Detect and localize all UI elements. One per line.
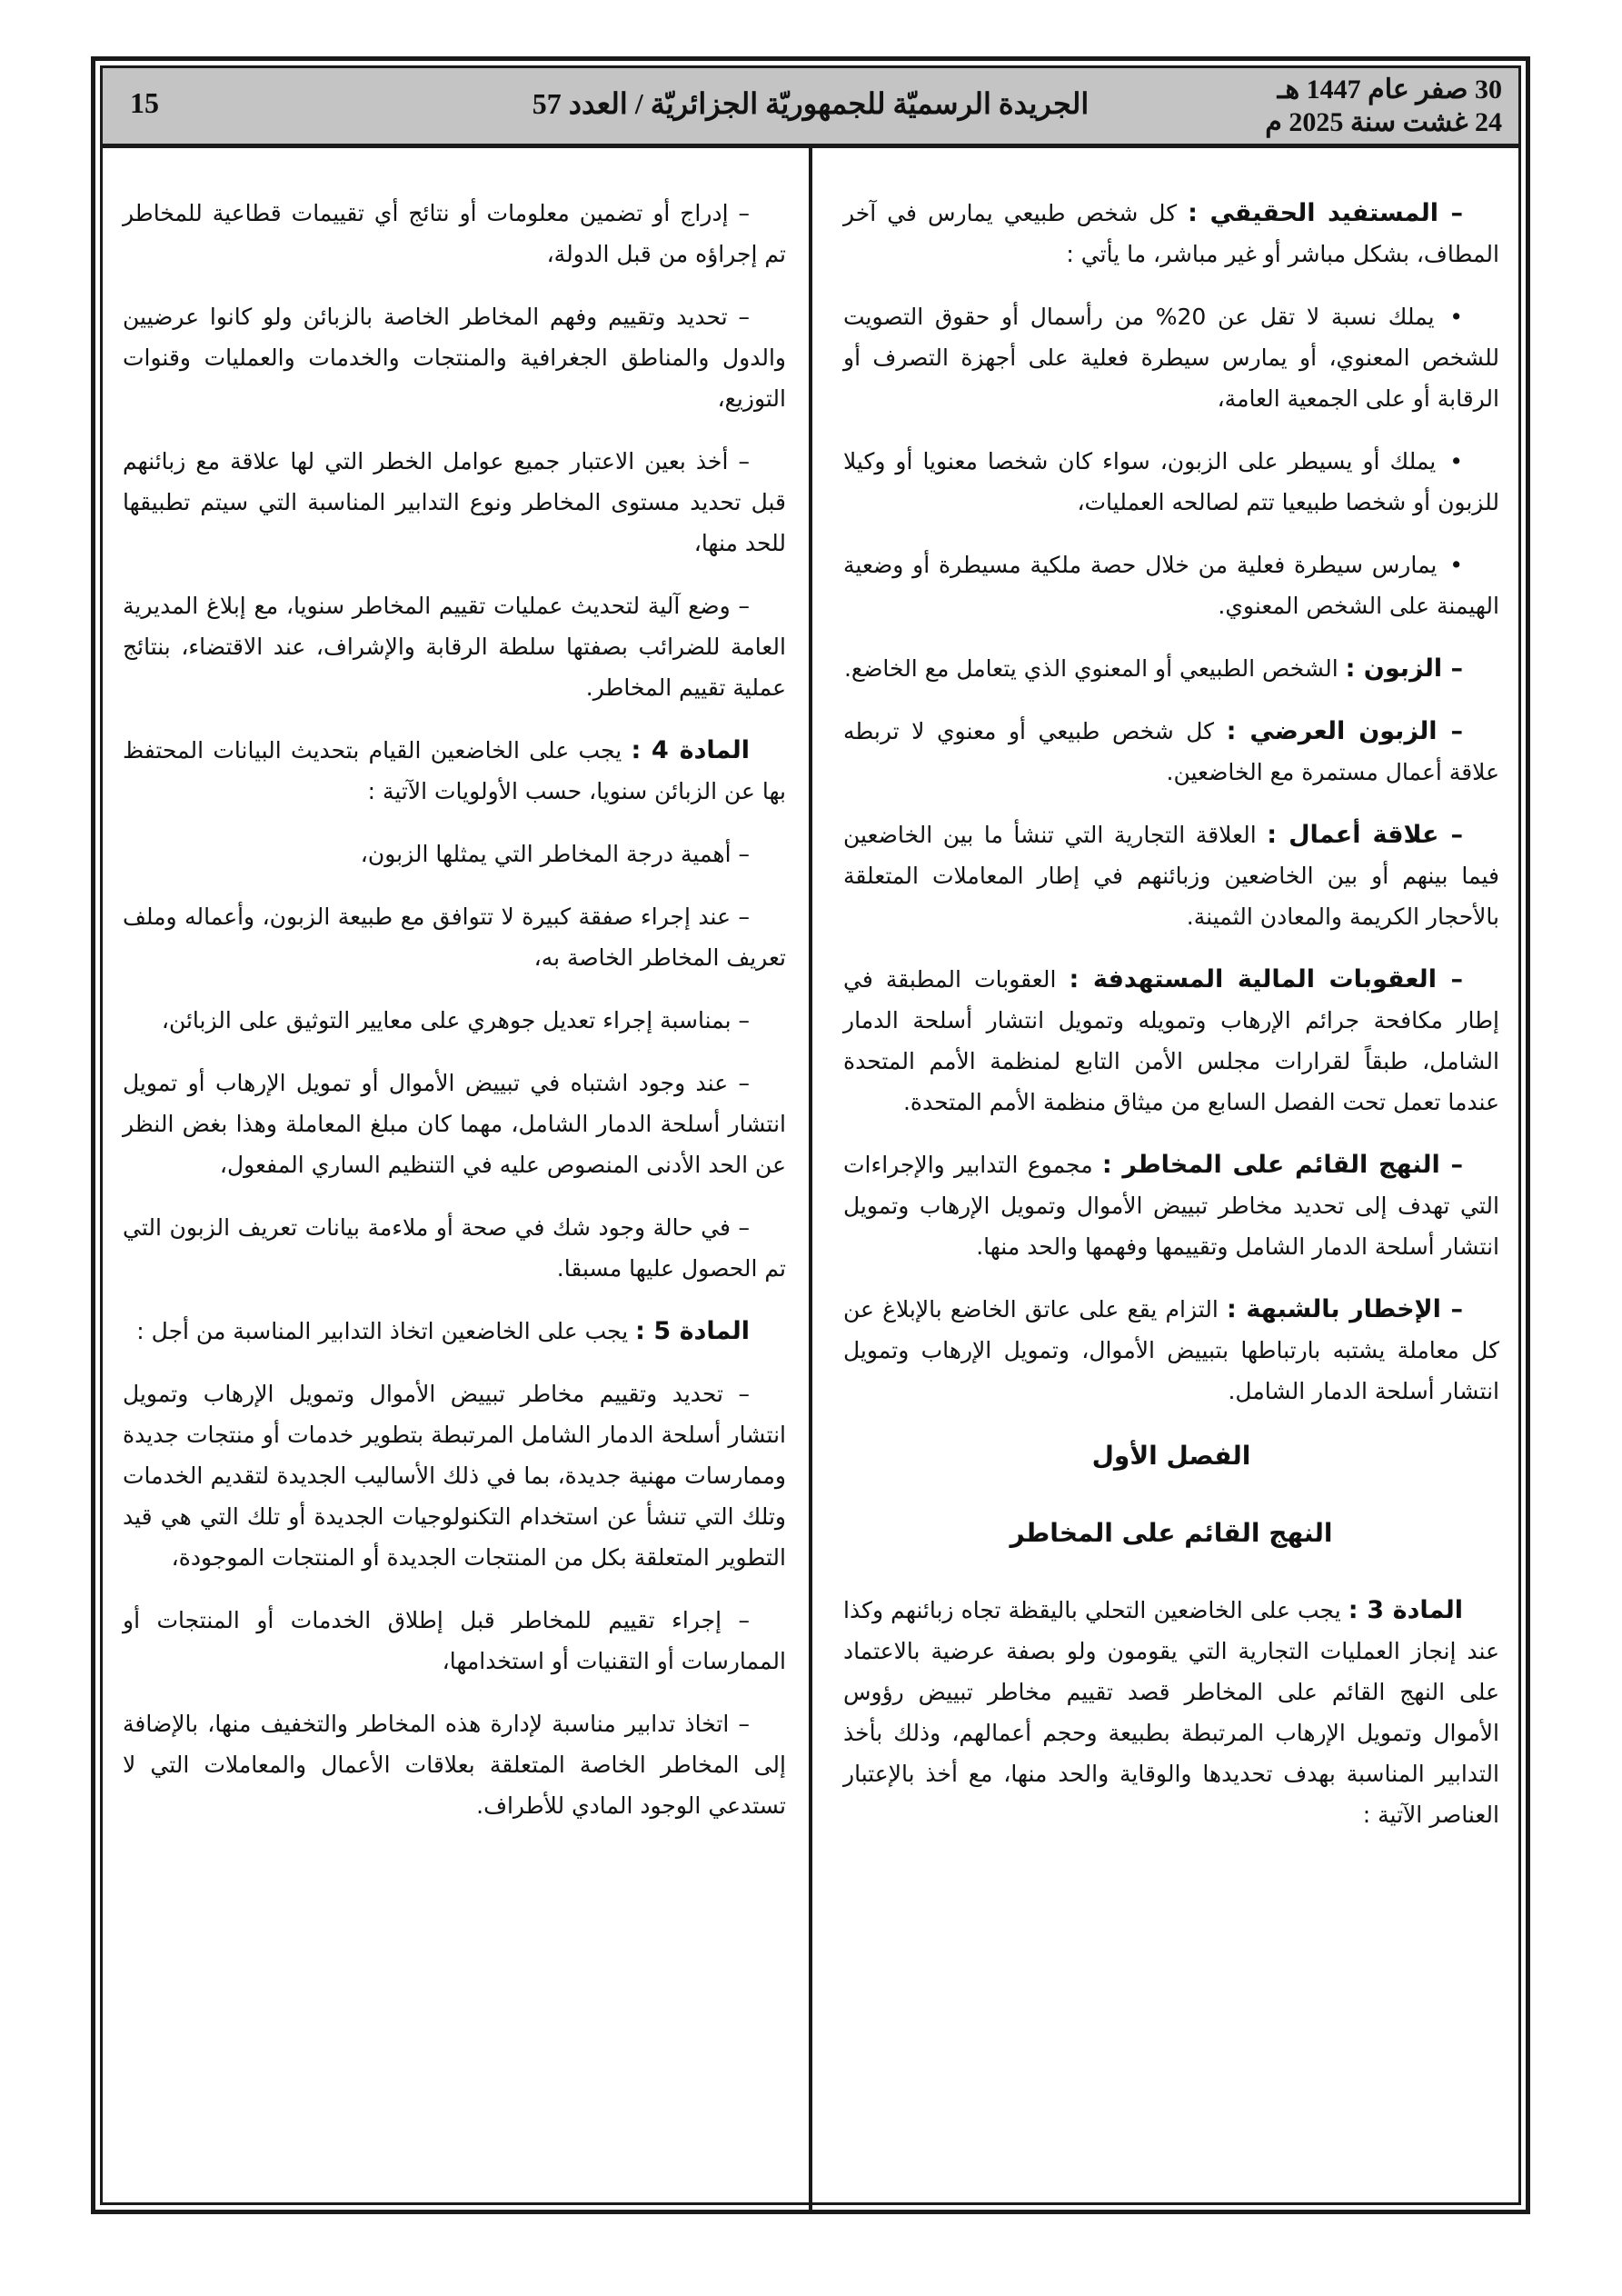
paragraph-text: الشخص الطبيعي أو المعنوي الذي يتعامل مع الخاضع. — [843, 655, 1346, 682]
paragraph-text: – إدراج أو تضمين معلومات أو نتائج أي تقييمات قطاعية للمخاطر تم إجراؤه من قبل الدولة، — [123, 200, 786, 267]
term-label: – علاقة أعمال : — [1267, 821, 1463, 849]
paragraph-text: العقوبات المطبقة في إطار مكافحة جرائم الإرهاب وتمويله وتمويل انتشار أسلحة الدمار الشامل، طبقاً لقرارات مجلس الأمن التابع لمنظمة الأمم المتحدة عندما تعمل تحت الفصل السابع من ميثاق منظمة الأمم المتحدة. — [843, 966, 1499, 1115]
bullet-icon: • — [1449, 304, 1464, 330]
definition-paragraph — [123, 1311, 786, 1352]
definition-paragraph — [843, 959, 1499, 1123]
list-item — [123, 441, 786, 564]
gazette-title: الجريدة الرسميّة للجمهوريّة الجزائريّة / العدد 57 — [532, 87, 1090, 120]
term-label: – الزبون العرضي : — [1226, 717, 1464, 745]
list-item — [123, 1703, 786, 1826]
paragraph-text: – تحديد وتقييم مخاطر تبييض الأموال وتمويل الإرهاب وتمويل انتشار أسلحة الدمار الشامل المرتبطة بتطوير خدمات أو منتجات جديدة وممارسات مهنية جديدة، بما في ذلك الأساليب الجديدة لتقديم الخدمات وتلك التي تنشأ عن استخدام التكنولوجيات الجديدة أو تلك التي هي قيد التطوير المتعلقة بكل من المنتجات الجديدة أو المنتجات الموجودة، — [123, 1381, 786, 1571]
page-header — [103, 68, 1518, 148]
left-column — [123, 193, 786, 1848]
term-label: – النهج القائم على المخاطر : — [1101, 1151, 1463, 1179]
list-item — [123, 193, 786, 275]
paragraph-text: يجب على الخاضعين القيام بتحديث البيانات المحتفظ بها عن الزبائن سنويا، حسب الأولويات الآتية : — [123, 737, 786, 804]
term-label: المادة 4 : — [631, 736, 751, 764]
bullet-item — [843, 544, 1499, 626]
paragraph-text: التزام يقع على عاتق الخاضع بالإبلاغ عن كل معاملة يشتبه بارتباطها بتبييض الأموال، وتمويل الإرهاب وتمويل انتشار أسلحة الدمار الشامل. — [843, 1296, 1499, 1404]
paragraph-text: يملك أو يسيطر على الزبون، سواء كان شخصا معنويا أو وكيلا للزبون أو شخصا طبيعيا تتم لصالحه العمليات، — [843, 448, 1499, 515]
term-label: – العقوبات المالية المستهدفة : — [1069, 965, 1463, 993]
paragraph-text: – وضع آلية لتحديث عمليات تقييم المخاطر سنويا، مع إبلاغ المديرية العامة للضرائب بصفتها سلطة الرقابة والإشراف، عند الاقتضاء، بنتائج عملية تقييم المخاطر. — [123, 593, 786, 701]
paragraph-text: كل شخص طبيعي أو معنوي لا تربطه علاقة أعمال مستمرة مع الخاضعين. — [843, 718, 1499, 785]
term-label: – المستفيد الحقيقي : — [1188, 199, 1463, 227]
paragraph-text: – بمناسبة إجراء تعديل جوهري على معايير التوثيق على الزبائن، — [161, 1007, 750, 1033]
definition-paragraph — [843, 1289, 1499, 1412]
term-label: المادة 5 : — [635, 1317, 750, 1345]
bullet-icon: • — [1449, 552, 1463, 578]
right-column — [843, 193, 1499, 1857]
paragraph-text: يجب على الخاضعين اتخاذ التدابير المناسبة من أجل : — [136, 1318, 636, 1344]
bullet-icon: • — [1449, 448, 1463, 474]
list-item — [123, 1600, 786, 1682]
definition-paragraph — [843, 711, 1499, 793]
term-label: – الإخطار بالشبهة : — [1227, 1295, 1463, 1323]
list-item — [123, 1373, 786, 1578]
date-gregorian: 24 غشت سنة 2025 م — [1265, 107, 1502, 137]
list-item — [123, 834, 786, 874]
list-item — [123, 1063, 786, 1185]
paragraph-text: كل شخص طبيعي يمارس في آخر المطاف، بشكل مباشر أو غير مباشر، ما يأتي : — [843, 200, 1499, 267]
paragraph-text: – في حالة وجود شك في صحة أو ملاءمة بيانات تعريف الزبون التي تم الحصول عليها مسبقا. — [123, 1214, 786, 1282]
date-hijri: 30 صفر عام 1447 هـ — [1277, 75, 1502, 105]
definition-paragraph — [123, 730, 786, 812]
definition-paragraph — [843, 193, 1499, 275]
paragraph-text: مجموع التدابير والإجراءات التي تهدف إلى تحديد مخاطر تبييض الأموال وتمويل الإرهاب وتمويل انتشار أسلحة الدمار الشامل وتقييمها وفهمها والحد منها. — [843, 1152, 1499, 1260]
definition-paragraph — [843, 814, 1499, 937]
paragraph-text: يملك نسبة لا تقل عن 20% من رأسمال أو حقوق التصويت للشخص المعنوي، أو يمارس سيطرة فعلية على أجهزة التصرف أو الرقابة أو على الجمعية العامة، — [843, 304, 1499, 412]
bullet-item — [843, 441, 1499, 523]
term-label: المادة 3 : — [1348, 1596, 1464, 1624]
page-number: 15 — [130, 86, 159, 119]
column-divider — [809, 148, 812, 2210]
paragraph-text: – أخذ بعين الاعتبار جميع عوامل الخطر التي لها علاقة مع زبائنهم قبل تحديد مستوى المخاطر ونوع التدابير المناسبة التي سيتم تطبيقها للحد منها، — [123, 448, 786, 556]
paragraph-text: – عند إجراء صفقة كبيرة لا تتوافق مع طبيعة الزبون، وأعماله وملف تعريف المخاطر الخاصة به، — [123, 903, 786, 971]
paragraph-text: – أهمية درجة المخاطر التي يمثلها الزبون، — [360, 841, 750, 867]
definition-paragraph — [843, 648, 1499, 689]
section-heading: الفصل الأول — [1091, 1441, 1251, 1471]
list-item — [123, 585, 786, 708]
list-item — [123, 1000, 786, 1041]
definition-paragraph — [843, 1590, 1499, 1835]
bullet-item — [843, 296, 1499, 419]
paragraph-text: يمارس سيطرة فعلية من خلال حصة ملكية مسيطرة أو وضعية الهيمنة على الشخص المعنوي. — [843, 552, 1499, 619]
term-label: – الزبون : — [1345, 654, 1463, 683]
paragraph-text: – عند وجود اشتباه في تبييض الأموال أو تمويل الإرهاب أو تمويل انتشار أسلحة الدمار الشامل، مهما كان مبلغ المعاملة وهذا بغض النظر عن الحد الأدنى المنصوص عليه في التنظيم الساري المفعول، — [123, 1070, 786, 1178]
paragraph-text: – إجراء تقييم للمخاطر قبل إطلاق الخدمات أو المنتجات أو الممارسات أو التقنيات أو استخدامها، — [123, 1607, 786, 1674]
paragraph-text: العلاقة التجارية التي تنشأ ما بين الخاضعين فيما بينهم أو بين الخاضعين وزبائنهم في إطار المعاملات المتعلقة بالأحجار الكريمة والمعادن الثمينة. — [843, 822, 1499, 930]
paragraph-text: – تحديد وتقييم وفهم المخاطر الخاصة بالزبائن ولو كانوا عرضيين والدول والمناطق الجغرافية والمنتجات والخدمات والعمليات وقنوات التوزيع، — [123, 304, 786, 412]
paragraph-text: – اتخاذ تدابير مناسبة لإدارة هذه المخاطر والتخفيف منها، بالإضافة إلى المخاطر الخاصة المتعلقة بعلاقات الأعمال والمعاملات التي لا تستدعي الوجود المادي للأطراف. — [123, 1711, 786, 1819]
paragraph-text: يجب على الخاضعين التحلي باليقظة تجاه زبائنهم وكذا عند إنجاز العمليات التجارية التي يقومون ولو بصفة عرضية بالاعتماد على النهج القائم على المخاطر قصد تقييم مخاطر تبييض رؤوس الأموال وتمويل الإرهاب المرتبطة بطبيعة وحجم أعمالهم، وذلك بأخذ التدابير المناسبة بهدف تحديدها والوقاية والحد منها، مع أخذ بالإعتبار العناصر الآتية : — [843, 1597, 1499, 1828]
definition-paragraph — [843, 1144, 1499, 1267]
list-item — [123, 1207, 786, 1289]
list-item — [123, 896, 786, 978]
list-item — [123, 296, 786, 419]
section-heading: النهج القائم على المخاطر — [1010, 1518, 1333, 1548]
